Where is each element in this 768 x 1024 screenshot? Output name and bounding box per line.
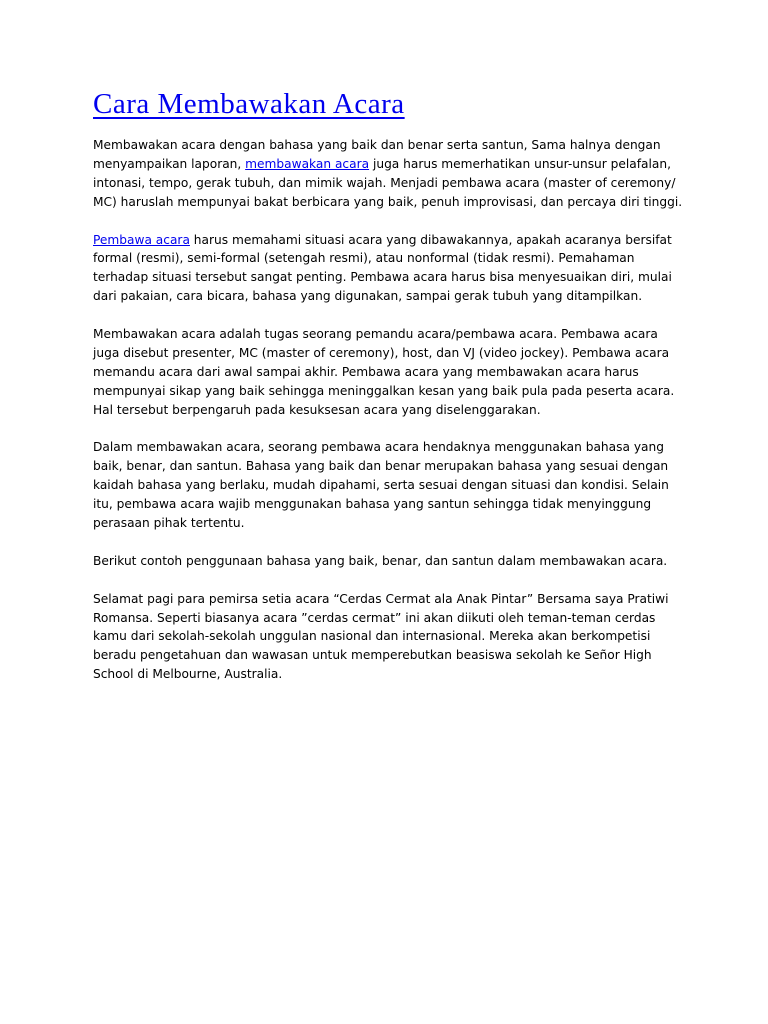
paragraph-2-text: harus memahami situasi acara yang dibawakannya, apakah acaranya bersifat formal (resmi), semi-formal (setengah resmi), atau nonformal (tidak resmi). Pemahaman terhadap situasi tersebut sangat penting. Pembawa acara harus bisa menyesuaikan diri, mulai dari pakaian, cara bicara, bahasa yang digunakan, sampai gerak tubuh yang ditampilkan. bbox=[93, 232, 672, 304]
paragraph-6: Selamat pagi para pemirsa setia acara “Cerdas Cermat ala Anak Pintar” Bersama saya Pratiwi Romansa. Seperti biasanya acara ”cerdas cermat” ini akan diikuti oleh teman-teman cerdas kamu dari sekolah-sekolah unggulan nasional dan internasional. Mereka akan berkompetisi beradu pengetahuan dan wawasan untuk memperebutkan beasiswa sekolah ke Señor High School di Melbourne, Australia. bbox=[93, 591, 669, 682]
paragraph-5: Berikut contoh penggunaan bahasa yang baik, benar, dan santun dalam membawakan acara. bbox=[93, 553, 668, 568]
pembawa-acara-link[interactable]: Pembawa acara bbox=[93, 232, 190, 247]
page-title bbox=[93, 84, 683, 124]
document-page bbox=[93, 84, 683, 703]
title-link[interactable]: Cara Membawakan Acara bbox=[93, 88, 405, 120]
paragraph-4: Dalam membawakan acara, seorang pembawa acara hendaknya menggunakan bahasa yang baik, benar, dan santun. Bahasa yang baik dan benar merupakan bahasa yang sesuai dengan kaidah bahasa yang berlaku, mudah dipahami, serta sesuai dengan situasi dan kondisi. Selain itu, pembawa acara wajib menggunakan bahasa yang santun sehingga tidak menyinggung perasaan pihak tertentu. bbox=[93, 440, 669, 531]
paragraph-2 bbox=[93, 231, 683, 307]
membawakan-acara-link[interactable]: membawakan acara bbox=[245, 156, 370, 171]
paragraph-1-text-before: Membawakan acara dengan bahasa yang baik dan benar serta santun, Sama halnya dengan menyampaikan laporan, bbox=[93, 138, 661, 171]
paragraph-3: Membawakan acara adalah tugas seorang pemandu acara/pembawa acara. Pembawa acara juga disebut presenter, MC (master of ceremony), host, dan VJ (video jockey). Pembawa acara memandu acara dari awal sampai akhir. Pembawa acara yang membawakan acara harus mempunyai sikap yang baik sehingga meninggalkan kesan yang baik pula pada peserta acara. Hal tersebut berpengaruh pada kesuksesan acara yang diselenggarakan. bbox=[93, 327, 675, 417]
paragraph-1 bbox=[93, 136, 683, 212]
paragraph-1-text-after: juga harus memerhatikan unsur-unsur pelafalan, intonasi, tempo, gerak tubuh, dan mimik wajah. Menjadi pembawa acara (master of ceremony/ MC) haruslah mempunyai bakat berbicara yang baik, penuh improvisasi, dan percaya diri tinggi. bbox=[93, 156, 683, 209]
